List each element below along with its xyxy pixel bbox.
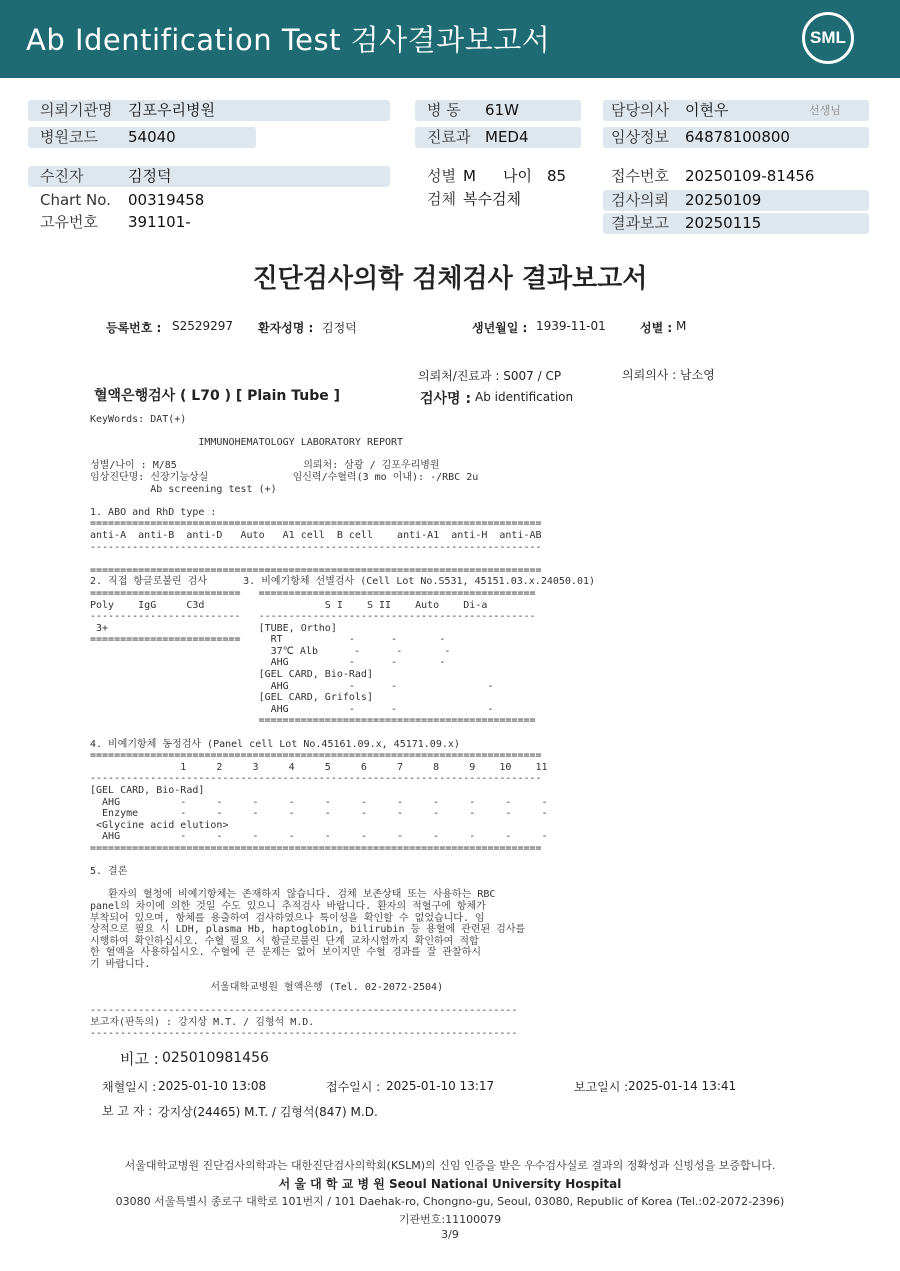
report-date-value: 20250115: [685, 214, 762, 232]
collect-label: 채혈일시 :: [102, 1080, 157, 1094]
page-number: 3/9: [441, 1228, 459, 1241]
report-date-field: [603, 213, 869, 234]
request-value: 20250109: [685, 191, 762, 209]
clinical-value: 64878100800: [685, 128, 790, 146]
unique-label: 고유번호: [40, 213, 98, 231]
doctor-label: 담당의사: [611, 101, 669, 119]
accept-label: 접수일시 :: [326, 1080, 381, 1094]
footer-hospital: 서 울 대 학 교 병 원 Seoul National University Hospital: [278, 1177, 622, 1191]
reg-label: 등록번호 :: [106, 321, 162, 335]
receipt-value: 20250109-81456: [685, 167, 815, 185]
reg-value: S2529297: [172, 319, 234, 333]
accept-value: 2025-01-10 13:17: [386, 1079, 495, 1093]
header-bar: [0, 0, 900, 78]
doc-sex-value: M: [676, 319, 687, 333]
test-name-value: Ab identification: [475, 390, 574, 404]
document-title: 진단검사의학 검체검사 결과보고서: [252, 264, 648, 294]
report-date-label: 결과보고: [611, 214, 669, 232]
hospital-code-value: 54040: [128, 128, 176, 146]
age-label: 나이: [503, 167, 532, 185]
dob-label: 생년월일 :: [472, 321, 528, 335]
dept-field: [415, 127, 581, 148]
sml-logo: [802, 12, 854, 64]
institution-field: [28, 100, 390, 121]
patient-value: 김정덕: [128, 167, 172, 185]
footer-certification: 서울대학교병원 진단검사의학과는 대한진단검사의학회(KSLM)의 신임 인증을 받은 우수검사실로 결과의 정확성과 신빙성을 보증합니다.: [124, 1159, 776, 1172]
note-label: 비고 :: [120, 1050, 159, 1068]
sex-label: 성별: [427, 167, 456, 185]
age-value: 85: [547, 167, 567, 185]
doctor-value: 이현우: [685, 101, 729, 119]
dept-label: 진료과: [427, 128, 471, 146]
request-label: 검사의뢰: [611, 191, 669, 209]
report-time-label: 보고일시 :: [574, 1080, 629, 1094]
footer-institution-no: 기관번호:11100079: [398, 1213, 502, 1226]
doctor-suffix: 선생님: [809, 104, 841, 117]
name-label: 환자성명 :: [258, 321, 314, 335]
test-group: 혈액은행검사 ( L70 ) [ Plain Tube ]: [94, 388, 341, 404]
hospital-code-field: [28, 127, 256, 148]
receipt-label: 접수번호: [611, 167, 669, 185]
footer-address: 03080 서울특별시 종로구 대학로 101번지 / 101 Daehak-ro, Chongno-gu, Seoul, 03080, Republic of Korea (Tel.:02-2072-2396): [115, 1195, 785, 1208]
doctor-line: 의뢰의사 : 남소영: [622, 368, 715, 382]
ward-value: 61W: [485, 101, 519, 119]
specimen-field: [415, 189, 595, 210]
logo-text: SML: [810, 28, 846, 47]
doctor-field: [603, 100, 869, 121]
patient-field: [28, 166, 390, 187]
chart-value: 00319458: [128, 191, 205, 209]
chart-label: Chart No.: [40, 191, 111, 209]
specimen-value: 복수검체: [463, 190, 521, 208]
dob-value: 1939-11-01: [536, 319, 606, 333]
institution-value: 김포우리병원: [128, 101, 215, 119]
ward-label: 병 동: [427, 101, 461, 119]
reporter-value: 강지상(24465) M.T. / 김형석(847) M.D.: [158, 1105, 378, 1119]
test-name-label: 검사명 :: [420, 391, 472, 407]
clinical-label: 임상정보: [611, 128, 669, 146]
receipt-field: [603, 166, 869, 187]
dept-line: 의뢰처/진료과 : S007 / CP: [418, 369, 562, 383]
sex-value: M: [463, 167, 476, 185]
doc-sex-label: 성별 :: [640, 321, 673, 335]
collect-value: 2025-01-10 13:08: [158, 1079, 267, 1093]
report-time-value: 2025-01-14 13:41: [628, 1079, 737, 1093]
lab-report-text: KeyWords: DAT(+) IMMUNOHEMATOLOGY LABORATORY REPORT 성별/나이 : M/85 의뢰처: 삼광 / 김포우리병원 임상진단명: 신장기능상실 임신력/수혈력(3 mo 이내): -/RBC 2u Ab screening test (+) 1. ABO and RhD type : =========================================================================== anti-A anti-B anti-D Auto A1 cell B cell anti-A1 anti-H anti-AB --------------------------------------------------------------------------- =========================================================================== 2. 직접 항글로불린 검사 3. 비예기항체 선별검사 (Cell Lot No.S531, 45151.03.x.24050.01) ========================= ============================================== Poly IgG C3d S I S II Auto Di-a ------------------------- ---------------------------------------------- 3+ [TUBE, Ortho] ========================= RT - - - 37℃ Alb - - - AHG - - - [GEL CARD, Bio-Rad] AHG - - - [GEL CARD, Grifols] AHG - - - ============================================== 4. 비예기항체 동정검사 (Panel cell Lot No.45161.09.x, 45171.09.x) =========================================================================== 1 2 3 4 5 6 7 8 9 10 11 --------------------------------------------------------------------------- [GEL CARD, Bio-Rad] AHG - - - - - - - - - - - Enzyme - - - - - - - - - - - <Glycine acid elution> AHG - - - - - - - - - - - =========================================================================== 5. 결론 환자의 혈청에 비예기항체는 존재하지 않습니다. 검체 보존상태 또는 사용하는 RBC panel의 차이에 의한 것일 수도 있으니 추적검사 바랍니다. 환자의 적혈구에 항체가 부착되어 있으며, 항체를 용출하여 검사하였으나 특이성을 확인할 수 없었습니다. 임 상적으로 필요 시 LDH, plasma Hb, haptoglobin, bilirubin 등 용혈에 관련된 검사를 시행하여 확인하십시오. 수혈 필요 시 항글로불린 단계 교차시험까지 확인하여 적합 한 혈액을 사용하십시오. 수혈에 큰 문제는 없어 보이지만 수혈 경과를 잘 관찰하시 기 바랍니다. 서울대학교병원 혈액은행 (Tel. 02-2072-2504) ----------------------------------------------------------------------- 보고자(판독의) : 강지상 M.T. / 김형석 M.D. -----------------------------------------------------------------------: [90, 414, 596, 1040]
clinical-field: [603, 127, 869, 148]
hospital-code-label: 병원코드: [40, 128, 98, 146]
note-value: 025010981456: [162, 1050, 269, 1066]
chart-field: [28, 190, 390, 211]
page-title: Ab Identification Test 검사결과보고서: [26, 23, 551, 57]
institution-label: 의뢰기관명: [40, 101, 113, 119]
request-field: [603, 190, 869, 211]
dept-value: MED4: [485, 128, 529, 146]
ward-field: [415, 100, 581, 121]
specimen-label: 검체: [427, 190, 456, 208]
patient-label: 수진자: [40, 167, 84, 185]
name-value: 김정덕: [322, 321, 357, 335]
sex-age-field: [415, 166, 595, 187]
unique-field: [28, 212, 390, 233]
reporter-label: 보 고 자 :: [102, 1104, 153, 1118]
unique-value: 391101-: [128, 213, 191, 231]
